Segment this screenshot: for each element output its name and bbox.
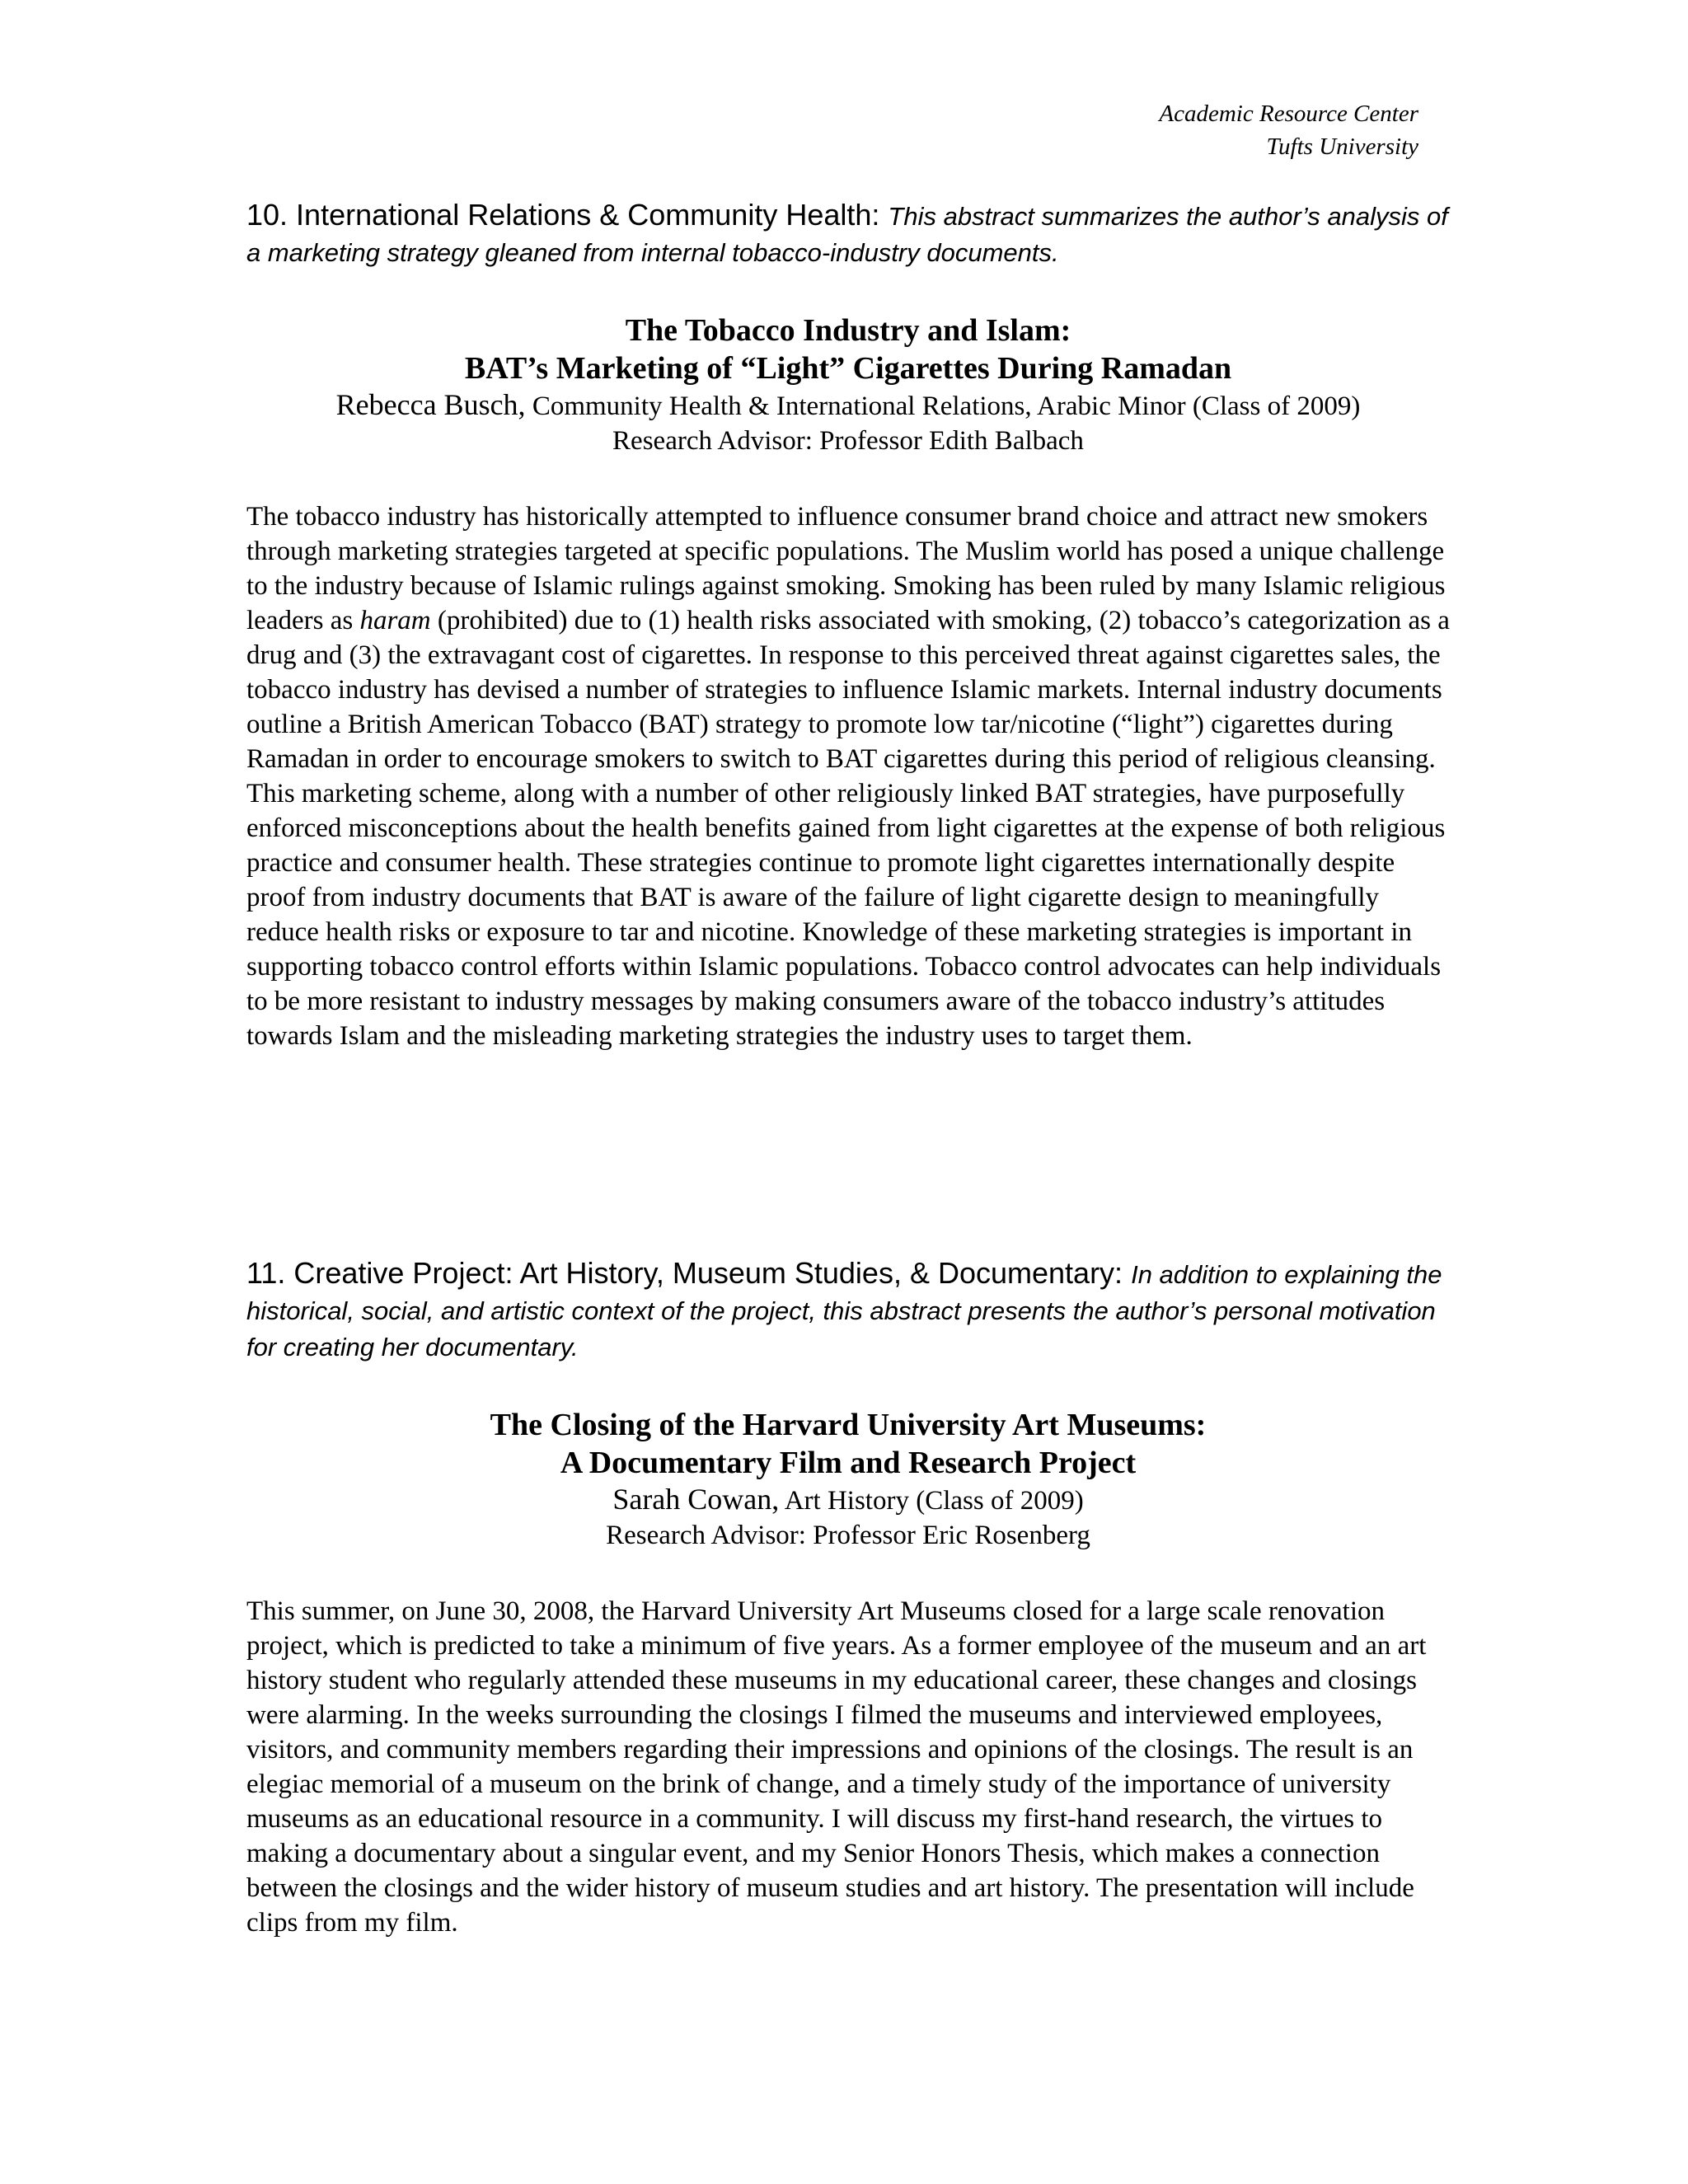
section-description: In addition to explaining the historical, social, and artistic context of the project, this abstract presents the author’s personal motivation for creating her documentary. bbox=[246, 1260, 1442, 1361]
research-advisor: Research Advisor: Professor Edith Balbach bbox=[612, 426, 1084, 456]
abstract-text-emphasis: haram bbox=[359, 606, 431, 635]
author-details: Community Health & International Relations, Arabic Minor (Class of 2009) bbox=[532, 391, 1361, 421]
author-name: Sarah Cowan, bbox=[612, 1483, 780, 1516]
abstract-title-line2: A Documentary Film and Research Project bbox=[560, 1446, 1137, 1480]
title-block bbox=[246, 1406, 1450, 1553]
author-name: Rebecca Busch, bbox=[335, 388, 526, 421]
header-center-name: Academic Resource Center bbox=[1159, 101, 1418, 127]
abstract-text: This summer, on June 30, 2008, the Harvard University Art Museums closed for a large scale renovation project, which is predicted to take a minimum of five years. As a former employee of the museum and an art history student who regularly attended these museums in my educational career, these changes and closings were alarming. In the weeks surrounding the closings I filmed the museums and interviewed employees, visitors, and community members regarding their impressions and opinions of the closings. The result is an elegiac memorial of a museum on the brink of change, and a timely study of the importance of university museums as an educational resource in a community. I will discuss my first-hand research, the virtues to making a documentary about a singular event, and my Senior Honors Thesis, which makes a connection between the closings and the wider history of museum studies and art history. The presentation will include clips from my film. bbox=[246, 1596, 1427, 1938]
title-block bbox=[246, 312, 1450, 458]
abstract-section-10 bbox=[246, 198, 1450, 1053]
section-heading-label: 10. International Relations & Community Health: bbox=[246, 198, 880, 232]
page-header bbox=[1159, 97, 1418, 163]
abstract-text bbox=[246, 499, 1450, 1053]
abstract-text-part2: (prohibited) due to (1) health risks associated with smoking, (2) tobacco’s categorization as a drug and (3) the extravagant cost of cigarettes. In response to this perceived threat against cigarettes sales, the tobacco industry has devised a number of strategies to influence Islamic markets. Internal industry documents outline a British American Tobacco (BAT) strategy to promote low tar/nicotine (“light”) cigarettes during Ramadan in order to encourage smokers to switch to BAT cigarettes during this period of religious cleansing. This marketing scheme, along with a number of other religiously linked BAT strategies, have purposefully enforced misconceptions about the health benefits gained from light cigarettes at the expense of both religious practice and consumer health. These strategies continue to promote light cigarettes internationally despite proof from industry documents that BAT is aware of the failure of light cigarette design to meaningfully reduce health risks or exposure to tar and nicotine. Knowledge of these marketing strategies is important in supporting tobacco control efforts within Islamic populations. Tobacco control advocates can help individuals to be more resistant to industry messages by making consumers aware of the tobacco industry’s attitudes towards Islam and the misleading marketing strategies the industry uses to target them. bbox=[246, 606, 1450, 1051]
abstract-title-line2: BAT’s Marketing of “Light” Cigarettes During Ramadan bbox=[464, 351, 1232, 386]
section-heading bbox=[246, 1256, 1450, 1365]
abstract-section-11 bbox=[246, 1256, 1450, 1940]
author-details: Art History (Class of 2009) bbox=[784, 1486, 1084, 1516]
header-university-name: Tufts University bbox=[1266, 134, 1418, 160]
abstract-title-line1: The Tobacco Industry and Islam: bbox=[625, 313, 1071, 348]
abstract-text-part1: The tobacco industry has historically attempted to influence consumer brand choice and attract new smokers through marketing strategies targeted at specific populations. The Muslim world has posed a unique challenge to the industry because of Islamic rulings against smoking. Smoking has been ruled by many Islamic religious leaders as bbox=[246, 502, 1446, 635]
section-heading-label: 11. Creative Project: Art History, Museum Studies, & Documentary: bbox=[246, 1256, 1123, 1290]
abstract-title-line1: The Closing of the Harvard University Art Museums: bbox=[490, 1408, 1207, 1442]
section-heading bbox=[246, 198, 1450, 270]
section-description: This abstract summarizes the author’s analysis of a marketing strategy gleaned from internal tobacco-industry documents. bbox=[246, 202, 1448, 267]
author-line bbox=[246, 1482, 1450, 1518]
research-advisor: Research Advisor: Professor Eric Rosenberg bbox=[606, 1521, 1090, 1550]
author-line bbox=[246, 387, 1450, 424]
